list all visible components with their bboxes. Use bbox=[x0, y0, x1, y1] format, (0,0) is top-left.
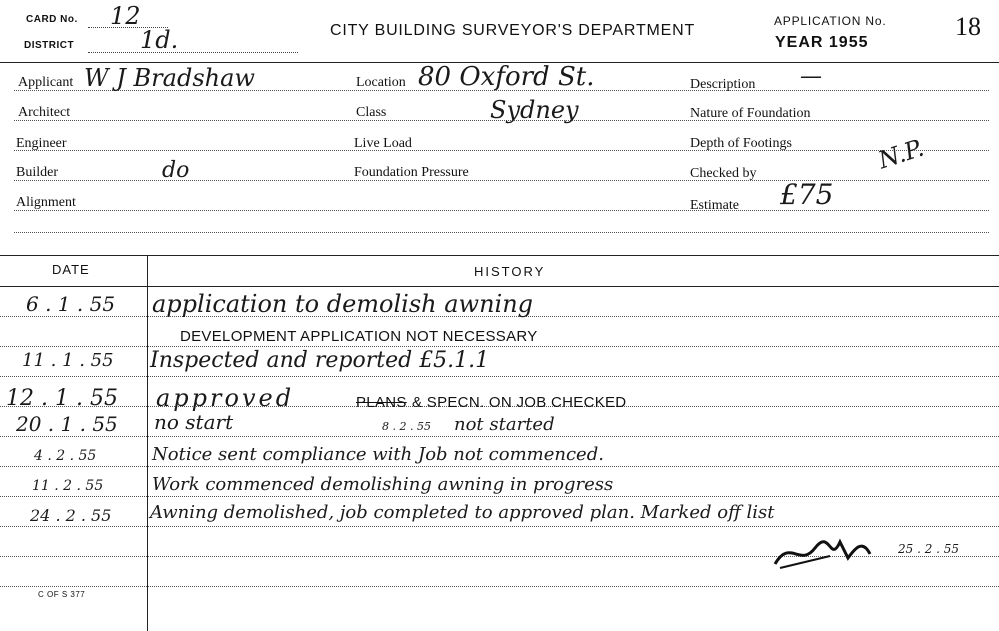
history-entry: Awning demolished, job completed to approved plan. Marked off list bbox=[150, 502, 775, 523]
history-note: not started bbox=[454, 414, 555, 435]
nature-of-foundation-label: Nature of Foundation bbox=[690, 106, 811, 121]
estimate-label: Estimate bbox=[690, 198, 739, 213]
description-label: Description bbox=[690, 77, 756, 92]
year-label: YEAR 1955 bbox=[775, 34, 869, 51]
district-label: DISTRICT bbox=[24, 40, 75, 51]
applicant-label: Applicant bbox=[18, 75, 74, 90]
builder-label: Builder bbox=[16, 165, 58, 180]
class-value: Sydney bbox=[490, 96, 579, 124]
history-date: 6 . 1 . 55 bbox=[26, 292, 116, 316]
history-stamp: DEVELOPMENT APPLICATION NOT NECESSARY bbox=[180, 328, 538, 345]
history-entry: Inspected and reported £5.1.1 bbox=[150, 348, 490, 373]
history-date: 11 . 2 . 55 bbox=[32, 478, 104, 494]
card-no-label: CARD No. bbox=[26, 14, 78, 25]
history-stamp: & SPECN. ON JOB CHECKED bbox=[412, 394, 627, 411]
history-header: HISTORY bbox=[474, 264, 546, 279]
application-no-label: APPLICATION No. bbox=[774, 14, 887, 28]
foundation-pressure-label: Foundation Pressure bbox=[354, 165, 469, 180]
district-value: 1d. bbox=[140, 26, 179, 54]
history-date: 4 . 2 . 55 bbox=[34, 448, 97, 464]
engineer-label: Engineer bbox=[16, 136, 67, 151]
history-note-date: 8 . 2 . 55 bbox=[382, 420, 431, 433]
estimate-value: £75 bbox=[780, 178, 834, 211]
history-date: 11 . 1 . 55 bbox=[22, 350, 114, 371]
card-no-value: 12 bbox=[110, 2, 141, 30]
class-label: Class bbox=[356, 105, 387, 120]
location-value: 80 Oxford St. bbox=[418, 62, 595, 92]
description-value: — bbox=[800, 64, 822, 89]
application-no-value: 18 bbox=[955, 12, 981, 41]
alignment-label: Alignment bbox=[16, 195, 76, 210]
department-title: CITY BUILDING SURVEYOR'S DEPARTMENT bbox=[330, 22, 696, 39]
np-mark: N.P. bbox=[874, 133, 928, 175]
history-entry: Work commenced demolishing awning in progress bbox=[152, 474, 614, 495]
signature-date: 25 . 2 . 55 bbox=[898, 542, 960, 556]
date-header: DATE bbox=[52, 262, 90, 277]
history-entry: Notice sent compliance with Job not commenced. bbox=[152, 444, 604, 465]
history-entry: application to demolish awning bbox=[152, 290, 534, 318]
signature bbox=[770, 528, 890, 572]
depth-of-footings-label: Depth of Footings bbox=[690, 136, 792, 151]
history-date: 20 . 1 . 55 bbox=[16, 412, 118, 436]
applicant-value: W J Bradshaw bbox=[84, 64, 255, 92]
builder-value: do bbox=[162, 158, 190, 183]
live-load-label: Live Load bbox=[354, 136, 412, 151]
location-label: Location bbox=[356, 75, 406, 90]
checked-by-label: Checked by bbox=[690, 166, 757, 181]
form-code: C OF S 377 bbox=[38, 590, 86, 599]
history-date: 12 . 1 . 55 bbox=[6, 386, 118, 411]
architect-label: Architect bbox=[18, 105, 71, 120]
history-date: 24 . 2 . 55 bbox=[30, 506, 112, 525]
history-entry: no start bbox=[154, 410, 234, 434]
history-struck-word: PLANS bbox=[356, 394, 407, 411]
history-entry: approved bbox=[156, 384, 295, 412]
